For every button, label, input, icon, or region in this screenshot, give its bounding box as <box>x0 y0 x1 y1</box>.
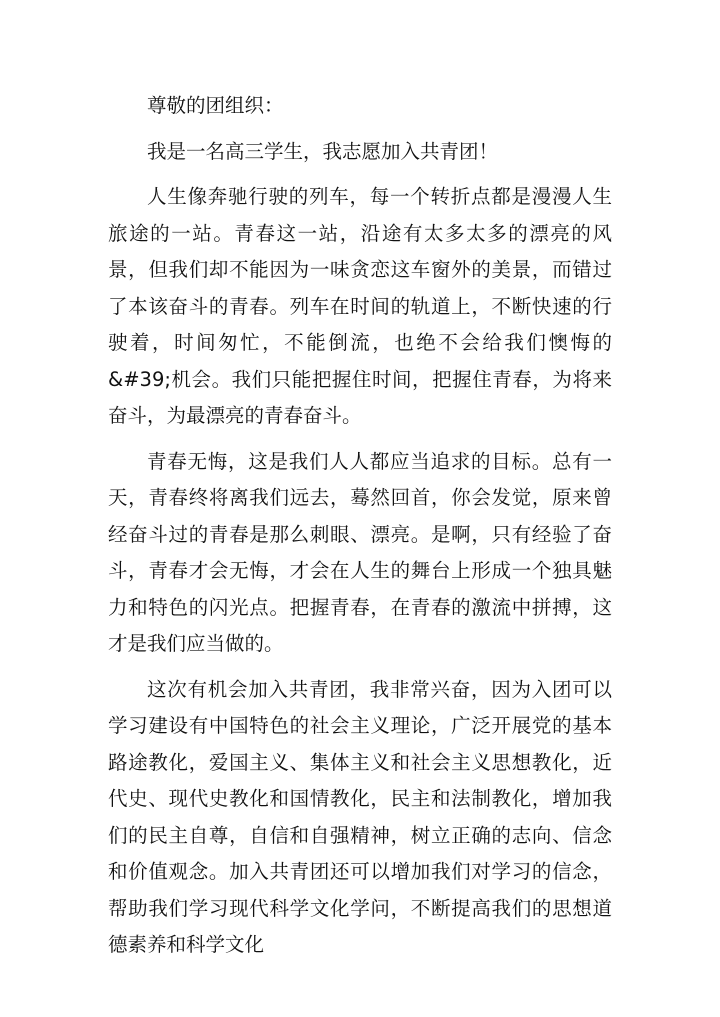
paragraph-train-metaphor: 人生像奔驰行驶的列车，每一个转折点都是漫漫人生旅途的一站。青春这一站，沿途有太多太多的漂亮的风景，但我们却不能因为一味贪恋这车窗外的美景，而错过了本该奋斗的青春。列车在时间的轨道上，不断快速的行驶着，时间匆忙，不能倒流，也绝不会给我们懊悔的&#39;机会。我们只能把握住时间，把握住青春，为将来奋斗，为最漂亮的青春奋斗。 <box>108 185 612 427</box>
paragraph-youth-no-regret: 青春无悔，这是我们人人都应当追求的目标。总有一天，青春终将离我们远去，蓦然回首，你会发觉，原来曾经奋斗过的青春是那么刺眼、漂亮。是啊，只有经验了奋斗，青春才会无悔，才会在人生的舞台上形成一个独具魅力和特色的闪光点。把握青春，在青春的激流中拼搏，这才是我们应当做的。 <box>108 449 612 655</box>
paragraph-intro: 我是一名高三学生，我志愿加入共青团！ <box>147 139 499 163</box>
salutation: 尊敬的团组织： <box>147 94 284 117</box>
document-body <box>108 88 612 964</box>
paragraph-joining-reasons: 这次有机会加入共青团，我非常兴奋，因为入团可以学习建设有中国特色的社会主义理论，广泛开展党的基本路途教化，爱国主义、集体主义和社会主义思想教化，近代史、现代史教化和国情教化，民主和法制教化，增加我们的民主自尊，自信和自强精神，树立正确的志向、信念和价值观念。加入共青团还可以增加我们对学习的信念，帮助我们学习现代科学文化学问，不断提高我们的思想道德素养和科学文化 <box>108 677 612 956</box>
